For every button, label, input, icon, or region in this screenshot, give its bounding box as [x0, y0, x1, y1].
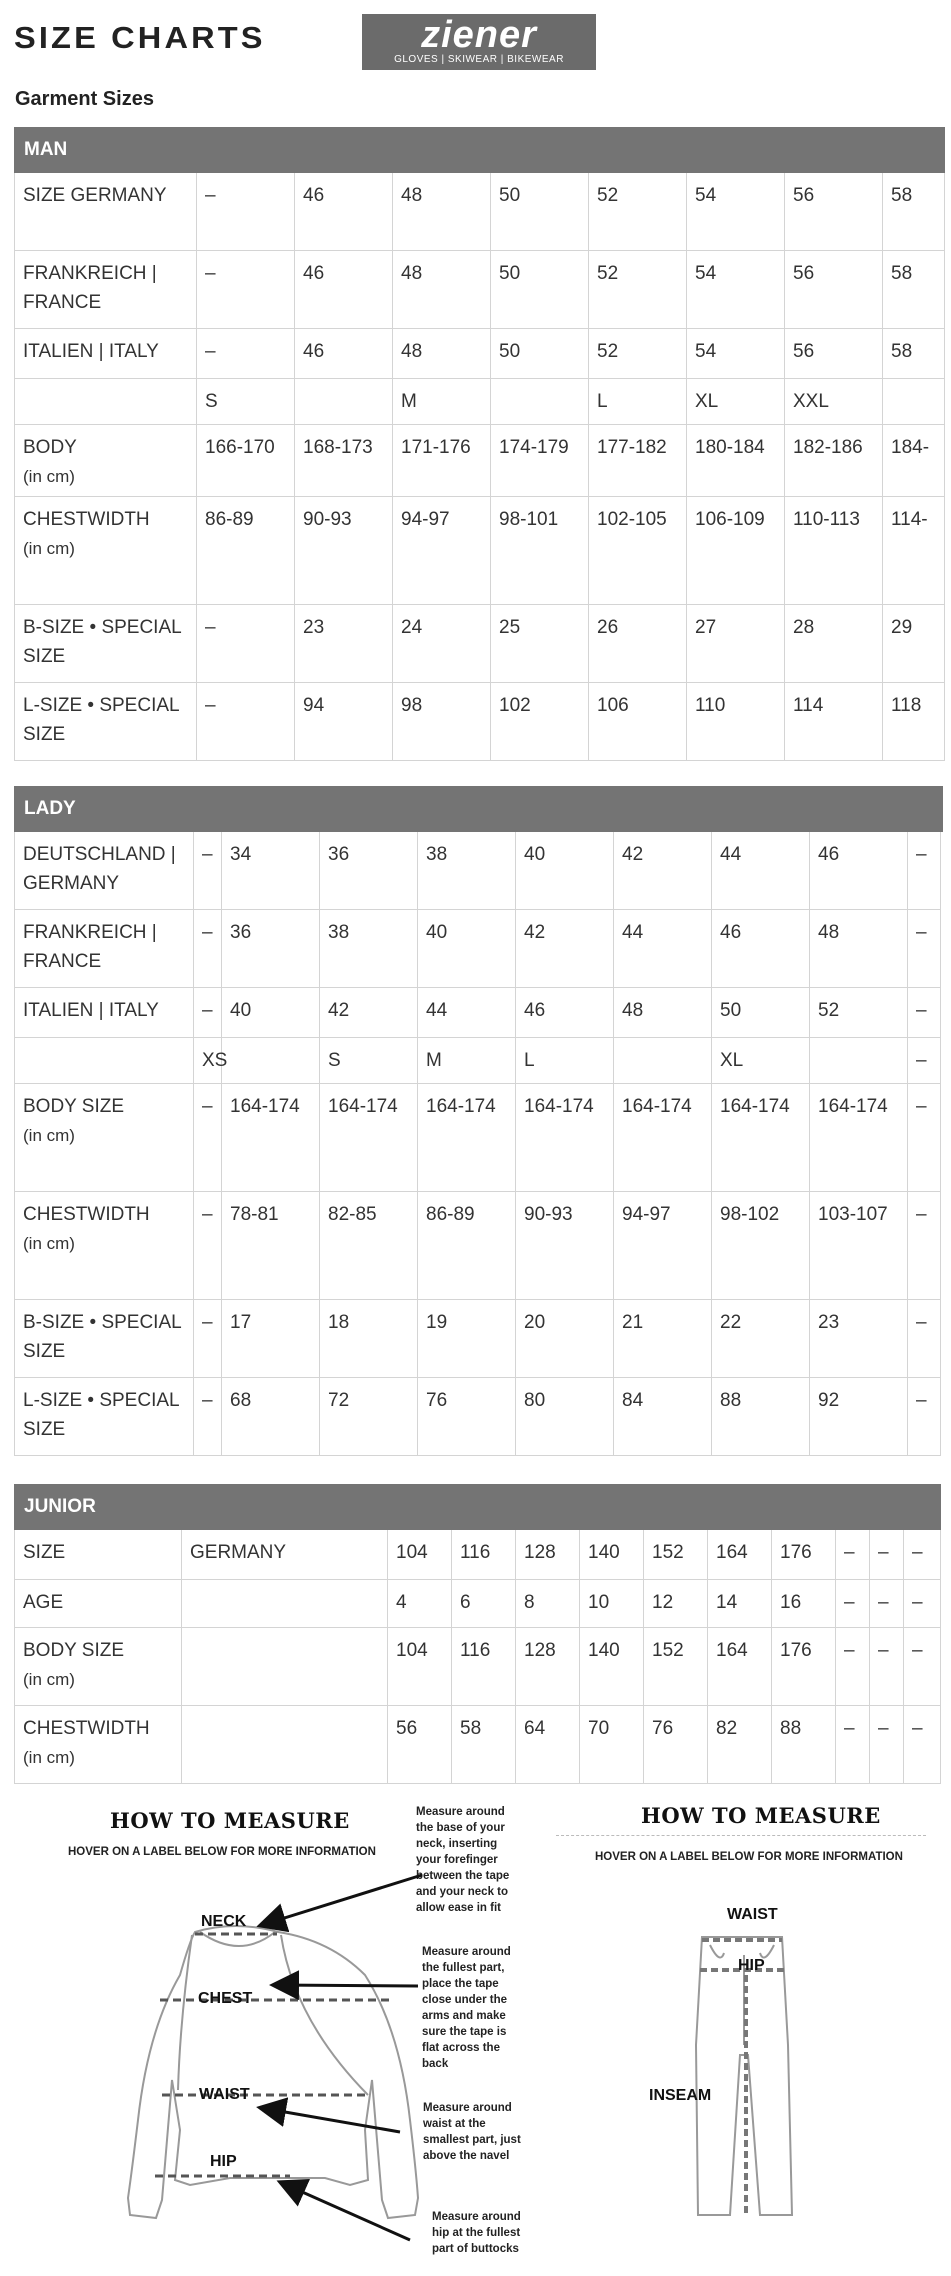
man-cell: 114- [883, 497, 945, 605]
man-cell: 52 [589, 173, 687, 251]
lady-cell: 36 [222, 910, 320, 988]
junior-cell: 82 [708, 1706, 772, 1784]
lady-cell: 164-174 [222, 1084, 320, 1192]
man-cell: 54 [687, 329, 785, 379]
man-cell: 102 [491, 683, 589, 761]
lady-cell: 38 [418, 832, 516, 910]
waist-label[interactable]: WAIST [199, 2086, 250, 2103]
junior-cell: – [870, 1530, 904, 1580]
man-cell: 106 [589, 683, 687, 761]
man-cell: 110-113 [785, 497, 883, 605]
man-cell: 86-89 [197, 497, 295, 605]
pants-hip-label[interactable]: HIP [738, 1957, 765, 1974]
man-cell: 90-93 [295, 497, 393, 605]
man-cell: 168-173 [295, 425, 393, 497]
lady-cell: 164-174 [516, 1084, 614, 1192]
lady-row-label: CHESTWIDTH (in cm) [14, 1192, 194, 1300]
man-cell: 180-184 [687, 425, 785, 497]
junior-cell: 10 [580, 1580, 644, 1628]
junior-cell: – [870, 1706, 904, 1784]
man-row-label: BODY (in cm) [14, 425, 197, 497]
junior-cell: – [836, 1580, 870, 1628]
chest-label[interactable]: CHEST [198, 1990, 253, 2007]
man-cell: 52 [589, 251, 687, 329]
man-cell: 28 [785, 605, 883, 683]
man-row-label: ITALIEN | ITALY [14, 329, 197, 379]
junior-cell: – [836, 1628, 870, 1706]
man-cell: 56 [785, 329, 883, 379]
lady-row-label: BODY SIZE (in cm) [14, 1084, 194, 1192]
junior-cell: 152 [644, 1530, 708, 1580]
man-cell: 50 [491, 173, 589, 251]
pants-waist-label[interactable]: WAIST [727, 1906, 778, 1923]
lady-row-label: DEUTSCHLAND | GERMANY [14, 832, 194, 910]
lady-cell: – [908, 910, 941, 988]
man-cell: 24 [393, 605, 491, 683]
lady-section-header: LADY [14, 786, 943, 832]
man-cell: 102-105 [589, 497, 687, 605]
man-cell: 48 [393, 173, 491, 251]
junior-cell: 152 [644, 1628, 708, 1706]
lady-cell: 40 [222, 988, 320, 1038]
man-cell: L [589, 379, 687, 425]
junior-cell: – [836, 1706, 870, 1784]
lady-cell: 20 [516, 1300, 614, 1378]
man-cell: 29 [883, 605, 945, 683]
man-cell: XL [687, 379, 785, 425]
lady-cell: 164-174 [712, 1084, 810, 1192]
junior-cell: – [904, 1580, 941, 1628]
lady-cell: 52 [810, 988, 908, 1038]
junior-cell: 56 [388, 1706, 452, 1784]
junior-cell: 70 [580, 1706, 644, 1784]
lady-cell: 80 [516, 1378, 614, 1456]
junior-cell: 76 [644, 1706, 708, 1784]
lady-cell: – [908, 988, 941, 1038]
man-cell: 182-186 [785, 425, 883, 497]
lady-cell: – [908, 1038, 941, 1084]
lady-cell: 82-85 [320, 1192, 418, 1300]
junior-row-label: BODY SIZE (in cm) [14, 1628, 182, 1706]
lady-cell: 23 [810, 1300, 908, 1378]
man-cell: 114 [785, 683, 883, 761]
lady-row-label: L-SIZE • SPECIAL SIZE [14, 1378, 194, 1456]
lady-cell: – [194, 910, 222, 988]
junior-cell: 12 [644, 1580, 708, 1628]
man-row-label: B-SIZE • SPECIAL SIZE [14, 605, 197, 683]
junior-cell: 4 [388, 1580, 452, 1628]
lady-cell: 18 [320, 1300, 418, 1378]
junior-section-header: JUNIOR [14, 1484, 941, 1530]
hip-note: Measure around hip at the fullest part of buttocks [432, 2211, 521, 2255]
lady-cell: 34 [222, 832, 320, 910]
hover-instruction-2: HOVER ON A LABEL BELOW FOR MORE INFORMATION [595, 1851, 903, 1863]
junior-cell: – [870, 1628, 904, 1706]
chest-note: Measure around the fullest part, place the tape close under the arms and make sure the tape is flat across the back [422, 1946, 511, 2070]
junior-cell: 64 [516, 1706, 580, 1784]
lady-cell: 36 [320, 832, 418, 910]
man-cell: 98-101 [491, 497, 589, 605]
lady-cell: 72 [320, 1378, 418, 1456]
lady-cell: 42 [320, 988, 418, 1038]
man-cell: 27 [687, 605, 785, 683]
lady-cell: 48 [614, 988, 712, 1038]
lady-cell: 44 [712, 832, 810, 910]
man-cell: 184- [883, 425, 945, 497]
lady-cell: 94-97 [614, 1192, 712, 1300]
man-cell: 50 [491, 251, 589, 329]
lady-cell: – [194, 1084, 222, 1192]
lady-row-label: B-SIZE • SPECIAL SIZE [14, 1300, 194, 1378]
man-cell: S [197, 379, 295, 425]
junior-cell: 164 [708, 1530, 772, 1580]
junior-cell: 176 [772, 1530, 836, 1580]
man-cell: – [197, 683, 295, 761]
junior-cell: 104 [388, 1530, 452, 1580]
man-cell: 94-97 [393, 497, 491, 605]
man-cell: 52 [589, 329, 687, 379]
neck-arrow [262, 1875, 422, 1925]
man-cell: 58 [883, 251, 945, 329]
lady-cell: 40 [418, 910, 516, 988]
man-cell: 46 [295, 173, 393, 251]
man-cell: XXL [785, 379, 883, 425]
hover-instruction: HOVER ON A LABEL BELOW FOR MORE INFORMATION [68, 1846, 376, 1858]
man-row-label: FRANKREICH | FRANCE [14, 251, 197, 329]
lady-cell: 86-89 [418, 1192, 516, 1300]
lady-cell: 103-107 [810, 1192, 908, 1300]
junior-cell: 128 [516, 1628, 580, 1706]
lady-cell: – [908, 1084, 941, 1192]
man-cell: 94 [295, 683, 393, 761]
junior-cell: 16 [772, 1580, 836, 1628]
hip-arrow [282, 2183, 410, 2240]
junior-cell: – [836, 1530, 870, 1580]
lady-cell: 68 [222, 1378, 320, 1456]
lady-cell: – [908, 1300, 941, 1378]
lady-cell: 46 [810, 832, 908, 910]
lady-cell: – [194, 1378, 222, 1456]
lady-cell: 76 [418, 1378, 516, 1456]
junior-cell: – [904, 1628, 941, 1706]
man-cell: 118 [883, 683, 945, 761]
neck-note: Measure around the base of your neck, inserting your forefinger between the tape and your neck to allow ease in fit [416, 1806, 510, 1914]
hip-label[interactable]: HIP [210, 2153, 237, 2170]
man-cell: 174-179 [491, 425, 589, 497]
man-cell: 50 [491, 329, 589, 379]
man-cell: 171-176 [393, 425, 491, 497]
man-cell: 23 [295, 605, 393, 683]
logo-word: ziener [421, 14, 537, 56]
lady-cell: 40 [516, 832, 614, 910]
man-cell: 56 [785, 251, 883, 329]
lady-cell: L [516, 1038, 614, 1084]
junior-row-label: CHESTWIDTH (in cm) [14, 1706, 182, 1784]
lady-cell: 44 [614, 910, 712, 988]
man-cell: 46 [295, 251, 393, 329]
man-cell: 98 [393, 683, 491, 761]
lady-cell: 90-93 [516, 1192, 614, 1300]
junior-cell: 116 [452, 1530, 516, 1580]
lady-cell: XS [194, 1038, 222, 1084]
how-to-measure-title: HOW TO MEASURE [110, 1808, 350, 1833]
lady-cell: – [194, 988, 222, 1038]
lady-cell: 19 [418, 1300, 516, 1378]
man-cell: – [197, 251, 295, 329]
lady-cell: – [194, 1192, 222, 1300]
lady-cell: 48 [810, 910, 908, 988]
neck-label[interactable]: NECK [201, 1913, 247, 1930]
junior-row-label: AGE [14, 1580, 182, 1628]
man-cell: 48 [393, 329, 491, 379]
lady-cell: S [320, 1038, 418, 1084]
junior-cell: 140 [580, 1628, 644, 1706]
lady-cell: 88 [712, 1378, 810, 1456]
man-cell: 46 [295, 329, 393, 379]
man-cell: 54 [687, 173, 785, 251]
lady-row-label: FRANKREICH | FRANCE [14, 910, 194, 988]
man-cell: 110 [687, 683, 785, 761]
junior-cell: 6 [452, 1580, 516, 1628]
waist-note: Measure around waist at the smallest part, just above the navel [423, 2102, 521, 2162]
garment-sizes-label: Garment Sizes [15, 88, 154, 110]
man-row-label: SIZE GERMANY [14, 173, 197, 251]
waist-arrow [262, 2108, 400, 2132]
man-cell: M [393, 379, 491, 425]
man-cell: 58 [883, 329, 945, 379]
lady-cell: 78-81 [222, 1192, 320, 1300]
lady-cell: 84 [614, 1378, 712, 1456]
junior-cell: 104 [388, 1628, 452, 1706]
junior-cell: – [904, 1530, 941, 1580]
man-cell: 166-170 [197, 425, 295, 497]
junior-cell: 8 [516, 1580, 580, 1628]
man-section-header: MAN [14, 127, 945, 173]
junior-cell: 88 [772, 1706, 836, 1784]
logo-tagline: GLOVES | SKIWEAR | BIKEWEAR [394, 54, 564, 65]
lady-cell: 22 [712, 1300, 810, 1378]
junior-cell: 116 [452, 1628, 516, 1706]
man-cell: – [197, 329, 295, 379]
man-cell: 25 [491, 605, 589, 683]
man-row-label: L-SIZE • SPECIAL SIZE [14, 683, 197, 761]
lady-cell: 50 [712, 988, 810, 1038]
junior-cell: – [870, 1580, 904, 1628]
man-cell: 26 [589, 605, 687, 683]
junior-row-label: SIZE [14, 1530, 182, 1580]
man-cell: – [197, 605, 295, 683]
lady-cell: XL [712, 1038, 810, 1084]
lady-cell: 42 [516, 910, 614, 988]
chest-arrow [275, 1985, 418, 1986]
lady-cell: 17 [222, 1300, 320, 1378]
lady-cell: – [908, 1378, 941, 1456]
junior-cell: 14 [708, 1580, 772, 1628]
lady-cell: 164-174 [810, 1084, 908, 1192]
lady-cell: – [908, 1192, 941, 1300]
junior-cell: 58 [452, 1706, 516, 1784]
lady-cell: 98-102 [712, 1192, 810, 1300]
lady-cell: 164-174 [614, 1084, 712, 1192]
junior-cell: 164 [708, 1628, 772, 1706]
junior-cell: – [904, 1706, 941, 1784]
lady-cell: – [908, 832, 941, 910]
man-cell: 48 [393, 251, 491, 329]
how-to-measure-title-2: HOW TO MEASURE [641, 1803, 881, 1828]
title-divider [556, 1835, 926, 1836]
lady-cell: 164-174 [320, 1084, 418, 1192]
lady-cell: M [418, 1038, 516, 1084]
man-cell: 54 [687, 251, 785, 329]
page-title: SIZE CHARTS [14, 20, 266, 55]
lady-cell: – [194, 1300, 222, 1378]
junior-cell: GERMANY [182, 1530, 388, 1580]
lady-cell: 46 [516, 988, 614, 1038]
lady-cell: 92 [810, 1378, 908, 1456]
junior-cell: 140 [580, 1530, 644, 1580]
man-cell: 56 [785, 173, 883, 251]
junior-cell: 176 [772, 1628, 836, 1706]
lady-cell: 38 [320, 910, 418, 988]
lady-cell: 42 [614, 832, 712, 910]
lady-cell: 21 [614, 1300, 712, 1378]
lady-cell: – [194, 832, 222, 910]
junior-cell: 128 [516, 1530, 580, 1580]
lady-cell: 46 [712, 910, 810, 988]
man-cell: 58 [883, 173, 945, 251]
lady-cell: 164-174 [418, 1084, 516, 1192]
pants-inseam-label[interactable]: INSEAM [649, 2087, 712, 2104]
lady-row-label: ITALIEN | ITALY [14, 988, 194, 1038]
lady-cell: 44 [418, 988, 516, 1038]
man-cell: 177-182 [589, 425, 687, 497]
man-cell: – [197, 173, 295, 251]
man-cell: 106-109 [687, 497, 785, 605]
man-row-label: CHESTWIDTH (in cm) [14, 497, 197, 605]
